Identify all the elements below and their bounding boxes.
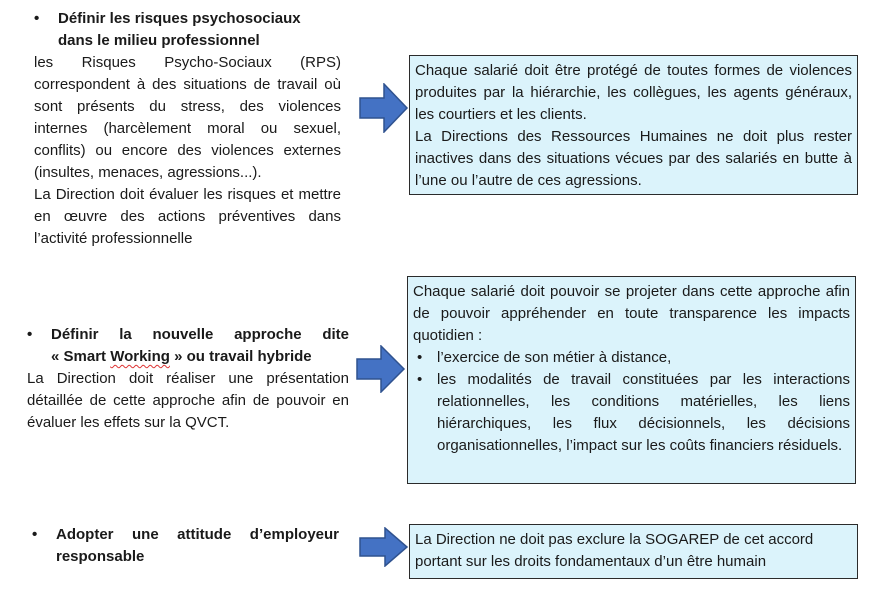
list-item: • les modalités de travail constituées par les interactions relationnelles, les conditions matérielles, les liens hiérarchiques, les flux décisionnels, les décisions organisationnelles, l’impact sur les coûts financiers résiduels.	[417, 371, 850, 454]
box-text: La Directions des Ressources Humaines ne doit plus rester inactives dans des situations vécues par des salariés en butte à l’une ou l’autre de ces agressions.	[415, 128, 852, 189]
heading-rps: • Définir les risques psychosociaux dans le milieu professionnel	[34, 10, 301, 49]
box-text: Chaque salarié doit pouvoir se projeter dans cette approche afin de pouvoir appréhender en toute transparence les impacts quotidien :	[413, 283, 850, 344]
heading-smart-working: • Définir la nouvelle approche dite	[27, 324, 349, 346]
impact-list	[413, 347, 850, 457]
box-text: Chaque salarié doit être protégé de toutes formes de violences produites par la hiérarchie, les collègues, les agents généraux, les courtiers et les clients.	[415, 62, 852, 123]
list-item: • l’exercice de son métier à distance,	[417, 349, 672, 366]
section-employer	[32, 524, 339, 568]
smart-working-direction-duty: La Direction doit réaliser une présentation détaillée de cette approche afin de pouvoir en évaluer les effets sur la QVCT.	[27, 370, 349, 431]
heading-smart-working-cont: « Smart Working » ou travail hybride	[51, 348, 312, 365]
box-text: La Direction ne doit pas exclure la SOGAREP de cet accord portant sur les droits fondamentaux d’un être humain	[415, 531, 814, 570]
section-rps	[34, 8, 341, 250]
section-smart-working	[27, 324, 349, 434]
bullet-marker: •	[34, 10, 40, 27]
spellcheck-flagged-word: Working	[110, 348, 170, 365]
right-arrow-icon	[359, 83, 409, 133]
right-arrow-icon	[359, 527, 409, 567]
bullet-marker: •	[32, 526, 38, 543]
rps-direction-duty: La Direction doit évaluer les risques et mettre en œuvre des actions préventives dans l’activité professionnelle	[34, 186, 341, 247]
sogarep-box	[409, 524, 858, 579]
heading-employer: • Adopter une attitude d’employeur responsable	[32, 526, 339, 565]
right-arrow-icon	[356, 345, 406, 393]
smart-working-box	[407, 276, 856, 484]
bullet-marker: •	[27, 326, 33, 343]
rps-definition: les Risques Psycho-Sociaux (RPS) correspondent à des situations de travail où sont présents du stress, des violences internes (harcèlement moral ou sexuel, conflits) ou encore des violences externes (insultes, menaces, agressions...).	[34, 54, 341, 181]
rps-protection-box	[409, 55, 858, 195]
